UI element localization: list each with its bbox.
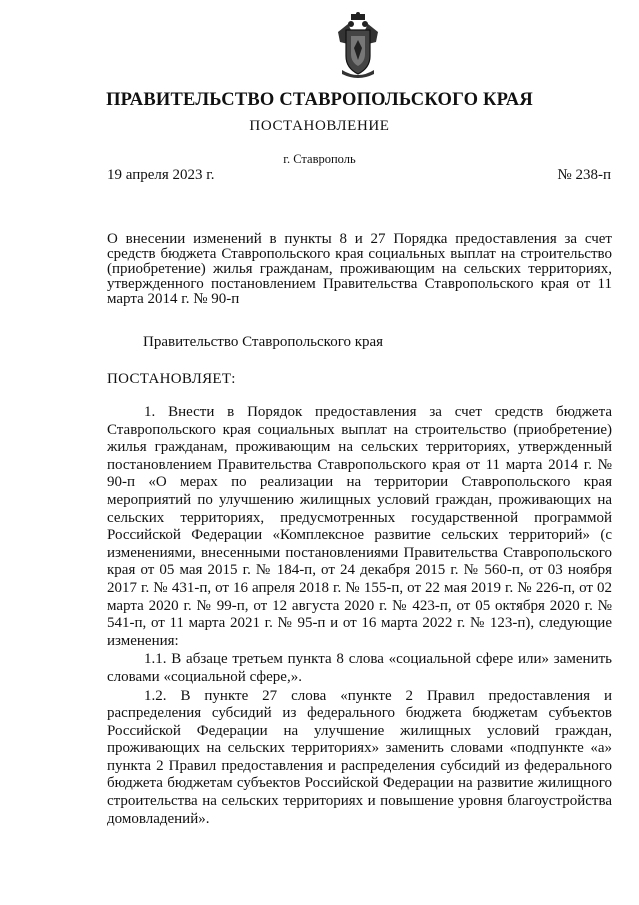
city: г. Ставрополь: [283, 152, 356, 166]
document-body: [107, 404, 612, 828]
paragraph-1-2: 1.2. В пункте 27 слова «пункте 2 Правил предоставления и распределения субсидий из федерального бюджета бюджетам субъектов Российской Федерации на улучшение жилищных условий граждан, проживающих на сельских территориях» заменить словами «подпункте «а» пункта 2 Правил предоставления и распределения субсидий из федерального бюджета бюджетам субъектов Российской Федерации на развитие жилищного строительства на сельских территориях и повышение уровня благоустройства домовладений».: [107, 687, 612, 827]
decree-word: ПОСТАНОВЛЯЕТ:: [107, 371, 236, 387]
paragraph-1-1: 1.1. В абзаце третьем пункта 8 слова «социальной сфере или» заменить словами «социальной сфере,».: [107, 651, 612, 685]
document-type: ПОСТАНОВЛЕНИЕ: [249, 118, 390, 134]
document-subject: О внесении изменений в пункты 8 и 27 Порядка предоставления за счет средств бюджета Ставропольского края социальных выплат на строительство (приобретение) жилья гражданам, проживающим на сельских территориях, утвержденного постановлением Правительства Ставропольского края от 11 марта 2014 г. № 90-п: [107, 231, 612, 307]
organization-title: ПРАВИТЕЛЬСТВО СТАВРОПОЛЬСКОГО КРАЯ: [106, 90, 533, 110]
paragraph-1: 1. Внести в Порядок предоставления за счет средств бюджета Ставропольского края социальных выплат на строительство (приобретение) жилья гражданам, проживающим на сельских территориях, утвержденный постановлением Правительства Ставропольского края от 11 марта 2014 г. № 90-п «О мерах по реализации на территории Ставропольского края мероприятий по улучшению жилищных условий граждан, проживающих на сельских территориях, предусмотренных государственной программой Российской Федерации «Комплексное развитие сельских территорий» (с изменениями, внесенными постановлениями Правительства Ставропольского края от 05 мая 2015 г. № 184-п, от 24 декабря 2015 г. № 560-п, от 03 ноября 2017 г. № 431-п, от 16 апреля 2018 г. № 155-п, от 22 мая 2019 г. № 226-п, от 02 марта 2020 г. № 99-п, от 12 августа 2020 г. № 423-п, от 05 октября 2020 г. № 541-п, от 11 марта 2021 г. № 95-п и от 16 марта 2022 г. № 123-п), следующие изменения:: [107, 404, 612, 649]
document-number: № 238-п: [557, 167, 611, 183]
coat-of-arms-icon: [334, 12, 382, 80]
preamble: Правительство Ставропольского края: [143, 334, 384, 350]
document-date: 19 апреля 2023 г.: [107, 167, 215, 183]
